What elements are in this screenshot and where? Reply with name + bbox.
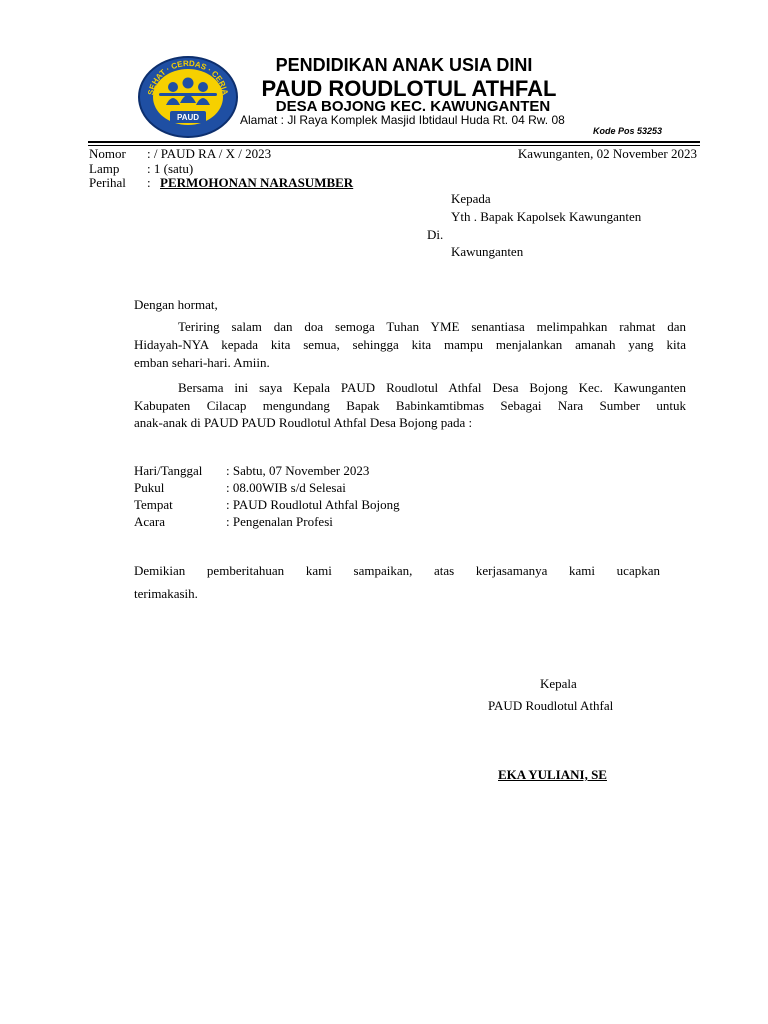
paragraph2-line3: anak-anak di PAUD PAUD Roudlotul Athfal Desa Bojong pada : bbox=[134, 415, 473, 430]
header-address: Alamat : Jl Raya Komplek Masjid Ibtidaul Huda Rt. 04 Rw. 08 bbox=[240, 113, 565, 127]
recipient-yth: Yth . Bapak Kapolsek Kawunganten bbox=[451, 209, 642, 224]
recipient-city: Kawunganten bbox=[451, 244, 524, 259]
nomor-label: Nomor bbox=[89, 146, 126, 161]
header-divider bbox=[88, 141, 700, 143]
recipient-kepada: Kepada bbox=[451, 191, 491, 206]
detail-label: Tempat bbox=[134, 497, 173, 512]
signature-org: PAUD Roudlotul Athfal bbox=[488, 698, 614, 713]
header-village: DESA BOJONG KEC. KAWUNGANTEN bbox=[275, 98, 551, 115]
recipient-di: Di. bbox=[427, 227, 444, 242]
salutation: Dengan hormat, bbox=[134, 297, 218, 312]
detail-value: : PAUD Roudlotul Athfal Bojong bbox=[226, 497, 400, 512]
detail-value: : Pengenalan Profesi bbox=[226, 514, 333, 529]
lamp-label: Lamp bbox=[89, 161, 120, 176]
paragraph2-line1: Bersama ini saya Kepala PAUD Roudlotul Athfal Desa Bojong Kec. Kawunganten bbox=[178, 380, 686, 395]
logo-arc-text: SEHAT · CERDAS · CERIA bbox=[146, 58, 230, 96]
paragraph2-line2: Kabupaten Cilacap mengundang Bapak Babinkamtibmas Sebagai Nara Sumber untuk bbox=[134, 398, 686, 413]
lamp-value: : 1 (satu) bbox=[147, 161, 194, 176]
paragraph1-line3: emban sehari-hari. Amiin. bbox=[134, 355, 270, 370]
detail-value: : Sabtu, 07 November 2023 bbox=[226, 463, 370, 478]
detail-value: : 08.00WIB s/d Selesai bbox=[226, 480, 346, 495]
logo-banner-text: PAUD bbox=[176, 113, 200, 122]
detail-label: Hari/Tanggal bbox=[134, 463, 203, 478]
signature-name: EKA YULIANI, SE bbox=[498, 767, 607, 782]
header-postal-code: Kode Pos 53253 bbox=[593, 126, 663, 136]
closing-line2: terimakasih. bbox=[134, 586, 198, 601]
perihal-label: Perihal bbox=[89, 175, 126, 190]
perihal-colon: : bbox=[147, 175, 151, 190]
detail-label: Pukul bbox=[134, 480, 165, 495]
paragraph1-line1: Teriring salam dan doa semoga Tuhan YME senantiasa melimpahkan rahmat dan bbox=[178, 319, 686, 334]
signature-title: Kepala bbox=[540, 676, 577, 691]
header-line1: PENDIDIKAN ANAK USIA DINI bbox=[275, 55, 533, 75]
header-institution: PAUD ROUDLOTUL ATHFAL bbox=[261, 76, 557, 101]
detail-label: Acara bbox=[134, 514, 166, 529]
nomor-value: : / PAUD RA / X / 2023 bbox=[147, 146, 272, 161]
perihal-value: PERMOHONAN NARASUMBER bbox=[160, 175, 354, 190]
closing-line1: Demikian pemberitahuan kami sampaikan, atas kerjasamanya kami ucapkan bbox=[134, 563, 660, 578]
paragraph1-line2: Hidayah-NYA kepada kita semua, sehingga kita mampu menjalankan amanah yang kita bbox=[134, 337, 686, 352]
place-date: Kawunganten, 02 November 2023 bbox=[517, 146, 697, 161]
